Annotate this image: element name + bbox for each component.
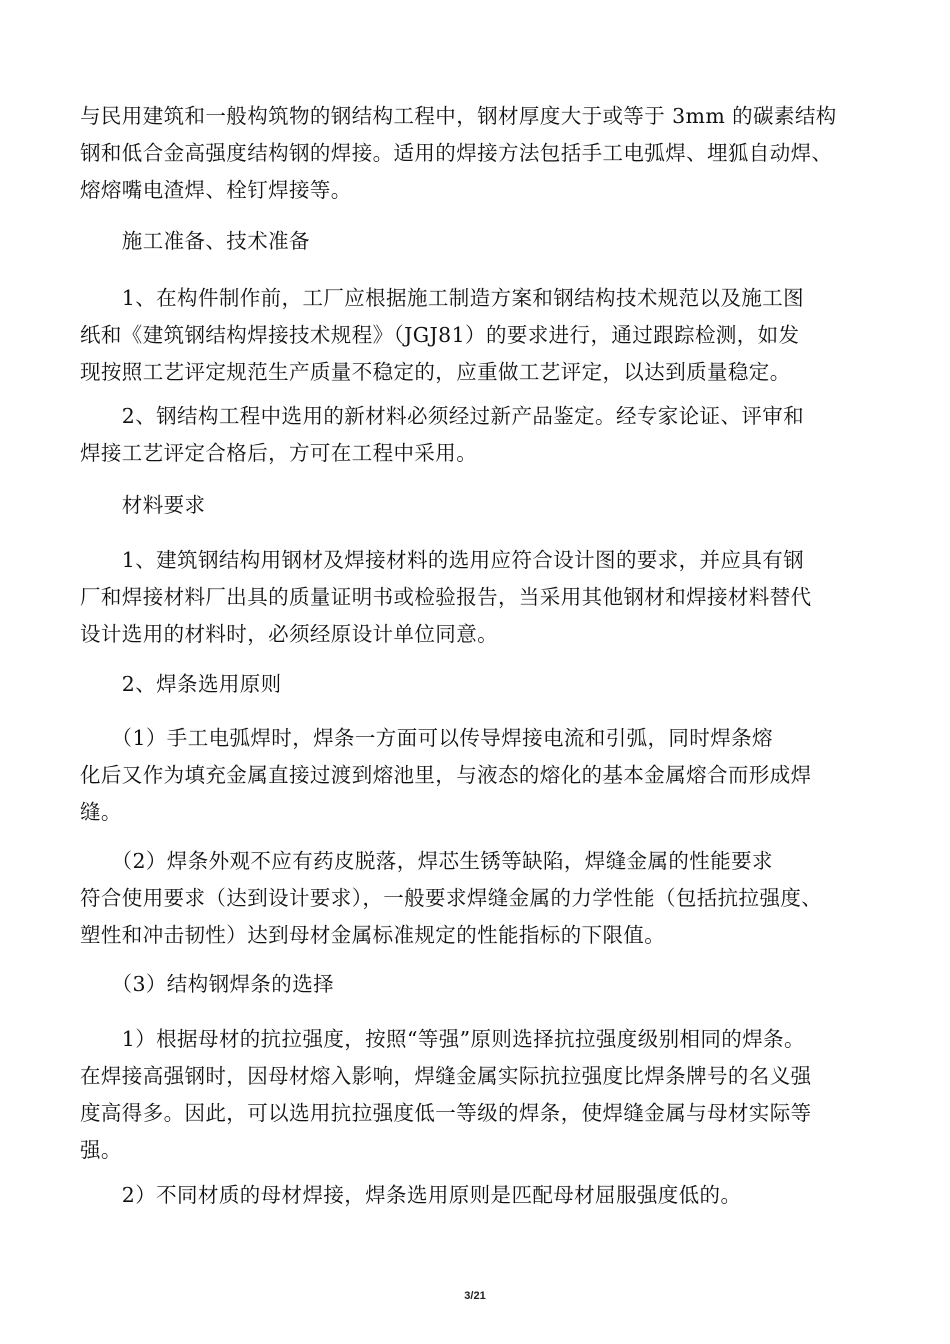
text-line: 2、焊条选用原则 [80, 672, 282, 696]
text-line: 在焊接高强钢时，因母材熔入影响，焊缝金属实际抗拉强度比焊条牌号的名义强 [80, 1064, 812, 1088]
text-line: 熔熔嘴电渣焊、栓钉焊接等。 [80, 178, 352, 202]
text-line: 2、钢结构工程中选用的新材料必须经过新产品鉴定。经专家论证、评审和 [80, 404, 805, 428]
heading-structural-steel-electrode [80, 966, 880, 1003]
text-line: 厂和焊接材料厂出具的质量证明书或检验报告，当采用其他钢材和焊接材料替代 [80, 585, 812, 609]
text-line: 设计选用的材料时，必须经原设计单位同意。 [80, 622, 498, 646]
text-line: 度高得多。因此，可以选用抗拉强度低一等级的焊条，使焊缝金属与母材实际等 [80, 1101, 812, 1125]
paragraph-selection-item-1 [80, 1021, 880, 1169]
paragraph-preparation-item-2 [80, 398, 880, 472]
text-line: 化后又作为填充金属直接过渡到熔池里，与液态的熔化的基本金属熔合而形成焊 [80, 763, 812, 787]
text-line: 塑性和冲击韧性）达到母材金属标准规定的性能指标的下限值。 [80, 923, 666, 947]
paragraph-selection-item-2 [80, 1177, 880, 1214]
text-line: 缝。 [80, 800, 122, 824]
paragraph-preparation-item-1 [80, 280, 880, 391]
text-line: 现按照工艺评定规范生产质量不稳定的，应重做工艺评定，以达到质量稳定。 [80, 360, 791, 384]
paragraph-scope [80, 98, 880, 209]
text-line: 1、在构件制作前，工厂应根据施工制造方案和钢结构技术规范以及施工图 [80, 286, 805, 310]
page-number: 3/21 [464, 1290, 486, 1302]
text-line: 焊接工艺评定合格后，方可在工程中采用。 [80, 441, 478, 465]
text-line: 施工准备、技术准备 [80, 229, 310, 253]
text-line: 材料要求 [80, 493, 206, 517]
text-line: 钢和低合金高强度结构钢的焊接。适用的焊接方法包括手工电弧焊、埋狐自动焊、 [80, 141, 833, 165]
text-line: 纸和《建筑钢结构焊接技术规程》（JGJ81）的要求进行，通过跟踪检测，如发 [80, 323, 800, 347]
paragraph-material-item-1 [80, 542, 880, 653]
heading-material-requirements [80, 487, 880, 524]
text-line: （2）焊条外观不应有药皮脱落，焊芯生锈等缺陷，焊缝金属的性能要求 [80, 849, 773, 873]
text-line: 1、建筑钢结构用钢材及焊接材料的选用应符合设计图的要求，并应具有钢 [80, 548, 805, 572]
text-line: （1）手工电弧焊时，焊条一方面可以传导焊接电流和引弧，同时焊条熔 [80, 726, 773, 750]
heading-electrode-selection [80, 666, 880, 703]
text-line: 2）不同材质的母材焊接，焊条选用原则是匹配母材屈服强度低的。 [80, 1183, 742, 1207]
text-line: 符合使用要求（达到设计要求），一般要求焊缝金属的力学性能（包括抗拉强度、 [80, 886, 823, 910]
heading-construction-preparation [80, 223, 880, 260]
paragraph-electrode-item-1 [80, 720, 880, 831]
text-line: 1）根据母材的抗拉强度，按照“等强”原则选择抗拉强度级别相同的焊条。 [80, 1027, 805, 1051]
text-line: 强。 [80, 1138, 122, 1162]
text-line: 与民用建筑和一般构筑物的钢结构工程中，钢材厚度大于或等于 3mm 的碳素结构 [80, 104, 837, 128]
text-line: （3）结构钢焊条的选择 [80, 972, 334, 996]
paragraph-electrode-item-2 [80, 843, 880, 954]
